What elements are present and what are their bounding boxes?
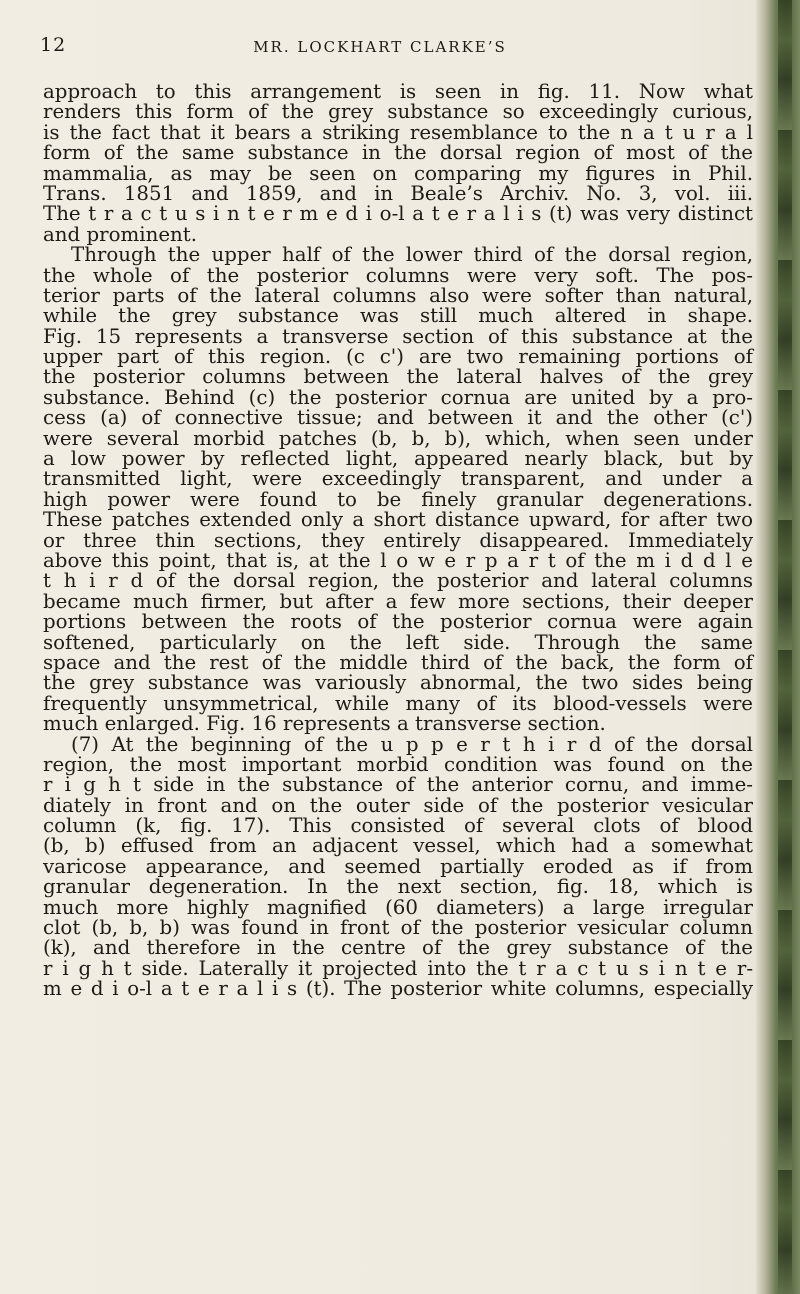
text-line: while the grey substance was still much altered in shape. <box>43 304 753 328</box>
text-line: the grey substance was variously abnormal, the two sides being <box>43 671 753 695</box>
text-line: space and the rest of the middle third of the back, the form of <box>43 650 753 674</box>
text-line: much more highly magnified (60 diameters) a large irregular <box>43 895 753 919</box>
text-line: Through the upper half of the lower third of the dorsal region, <box>71 243 753 267</box>
page-edge-shadow <box>778 0 792 1294</box>
text-line: These patches extended only a short distance upward, for after two <box>43 508 753 532</box>
text-line: substance. Behind (c) the posterior cornua are united by a pro- <box>43 385 753 409</box>
page-number: 12 <box>40 34 67 56</box>
text-line: the posterior columns between the lateral halves of the grey <box>43 365 753 389</box>
text-line: The t r a c t u s i n t e r m e d i o-l a t e r a l i s (t) was very distinct <box>43 202 753 226</box>
text-line: became much firmer, but after a few more sections, their deeper <box>43 589 753 613</box>
text-line: form of the same substance in the dorsal region of most of the <box>43 141 753 165</box>
text-line: (7) At the beginning of the u p p e r t h i r d of the dorsal <box>71 732 753 756</box>
text-line: terior parts of the lateral columns also were softer than natural, <box>43 283 753 307</box>
text-line: the whole of the posterior columns were very soft. The pos- <box>43 263 753 287</box>
text-line: is the fact that it bears a striking resemblance to the n a t u r a l <box>43 120 753 144</box>
text-line: granular degeneration. In the next section, fig. 18, which is <box>43 875 753 899</box>
text-line: softened, particularly on the left side. Through the same <box>43 630 753 654</box>
text-line: cess (a) of connective tissue; and between it and the other (c') <box>43 406 753 430</box>
text-line: above this point, that is, at the l o w e r p a r t of the m i d d l e <box>43 548 753 572</box>
text-line: mammalia, as may be seen on comparing my figures in Phil. <box>43 161 753 185</box>
text-line: m e d i o-l a t e r a l i s (t). The posterior white columns, especially <box>43 977 753 1001</box>
text-line: clot (b, b, b) was found in front of the posterior vesicular column <box>43 916 753 940</box>
text-line: r i g h t side. Laterally it projected into the t r a c t u s i n t e r- <box>43 956 753 980</box>
running-head: MR. LOCKHART CLARKE’S <box>253 38 507 56</box>
text-line: transmitted light, were exceedingly transparent, and under a <box>43 467 753 491</box>
text-line: or three thin sections, they entirely disappeared. Immediately <box>43 528 753 552</box>
text-line: (b, b) effused from an adjacent vessel, which had a somewhat <box>43 834 753 858</box>
text-line: a low power by reflected light, appeared nearly black, but by <box>43 447 753 471</box>
text-line: column (k, fig. 17). This consisted of several clots of blood <box>43 814 753 838</box>
text-line: much enlarged. Fig. 16 represents a transverse section. <box>43 712 606 736</box>
text-line: portions between the roots of the posterior cornua were again <box>43 610 753 634</box>
text-line: (k), and therefore in the centre of the grey substance of the <box>43 936 753 960</box>
text-line: were several morbid patches (b, b, b), which, when seen under <box>43 426 753 450</box>
text-line: frequently unsymmetrical, while many of its blood-vessels were <box>43 691 753 715</box>
text-line: varicose appearance, and seemed partially eroded as if from <box>43 854 753 878</box>
text-line: Trans. 1851 and 1859, and in Beale’s Archiv. No. 3, vol. iii. <box>43 181 753 205</box>
text-line: Fig. 15 represents a transverse section of this substance at the <box>43 324 753 348</box>
body-text <box>43 82 753 1000</box>
text-line: and prominent. <box>43 222 198 246</box>
text-line: upper part of this region. (c c') are two remaining portions of <box>43 345 753 369</box>
text-line: approach to this arrangement is seen in fig. 11. Now what <box>43 80 753 103</box>
text-line: region, the most important morbid condition was found on the <box>43 752 753 776</box>
text-line: renders this form of the grey substance so exceedingly curious, <box>43 100 753 124</box>
text-line: high power were found to be finely granular degenerations. <box>43 487 753 511</box>
text-line: r i g h t side in the substance of the anterior cornu, and imme- <box>43 773 753 797</box>
text-line: t h i r d of the dorsal region, the posterior and lateral columns <box>43 569 753 593</box>
text-line: diately in front and on the outer side of the posterior vesicular <box>43 793 753 817</box>
